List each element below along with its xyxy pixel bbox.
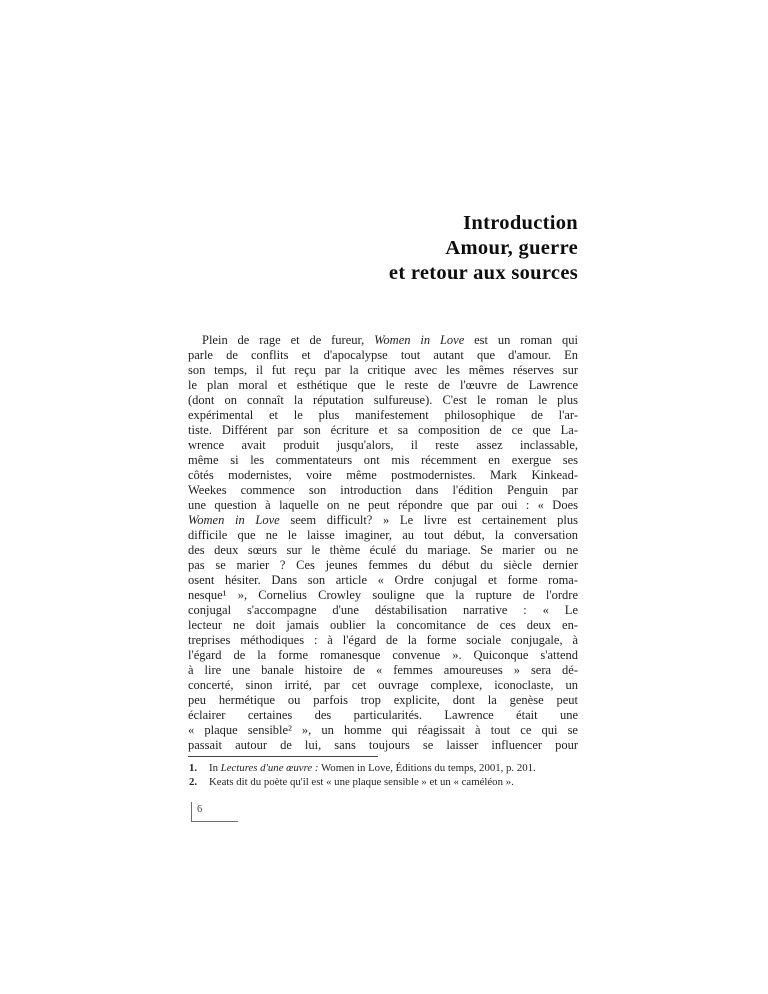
italic-text: Women in Love — [374, 333, 465, 347]
text-segment: tiste. Différent par son écriture et sa composition de ce que La- — [188, 423, 578, 437]
body-line — [188, 468, 578, 483]
page-number: 6 — [197, 804, 203, 815]
text-segment: passait autour de lui, sans toujours se laisser influencer pour — [188, 738, 578, 752]
body-line — [188, 678, 578, 693]
footnote-text — [209, 761, 579, 775]
footnote — [189, 761, 579, 775]
text-segment: est un roman qui — [464, 333, 578, 347]
body-line — [188, 663, 578, 678]
text-segment: une question à laquelle on ne peut répondre que par oui : « Does — [188, 498, 578, 512]
text-segment: parle de conflits et d'apocalypse tout autant que d'amour. En — [188, 348, 578, 362]
text-segment: Keats dit du poète qu'il est « une plaque sensible » et un « caméléon ». — [209, 776, 514, 788]
body-line — [188, 408, 578, 423]
text-segment: (dont on connaît la réputation sulfureuse). C'est le roman le plus — [188, 393, 578, 407]
text-segment: le plan moral et esthétique que le reste de l'œuvre de Lawrence — [188, 378, 578, 392]
body-line — [188, 543, 578, 558]
body-line — [188, 378, 578, 393]
text-segment: lecteur ne doit jamais oublier la concomitance de ces deux en- — [188, 618, 578, 632]
body-line — [188, 528, 578, 543]
body-line — [188, 708, 578, 723]
body-line — [188, 693, 578, 708]
page-number-box — [191, 802, 238, 822]
chapter-title — [188, 211, 578, 286]
body-line — [188, 348, 578, 363]
body-line — [188, 423, 578, 438]
text-segment: éclairer certaines des particularités. Lawrence était une — [188, 708, 578, 722]
text-segment: des deux sœurs sur le thème éculé du mariage. Se marier ou ne — [188, 543, 578, 557]
text-segment: peu hermétique ou parfois trop explicite, dont la genèse peut — [188, 693, 578, 707]
footnotes — [189, 761, 579, 789]
text-segment: expérimental et le plus manifestement philosophique de l'ar- — [188, 408, 578, 422]
text-segment: Weekes commence son introduction dans l'édition Penguin par — [188, 483, 578, 497]
body-line — [188, 453, 578, 468]
body-line — [188, 573, 578, 588]
chapter-title-line: Introduction — [463, 212, 578, 234]
text-segment: « plaque sensible² », un homme qui réagissait à tout ce qui se — [188, 723, 578, 737]
footnote-number: 2. — [189, 776, 198, 788]
body-line — [188, 648, 578, 663]
body-line — [188, 723, 578, 738]
text-segment: wrence avait produit jusqu'alors, il reste assez inclassable, — [188, 438, 578, 452]
text-segment: In — [209, 762, 221, 774]
text-segment: treprises méthodiques : à l'égard de la forme sociale conjugale, à — [188, 633, 578, 647]
body-line — [188, 558, 578, 573]
footnote-separator-rule — [188, 756, 378, 757]
body-line — [188, 333, 578, 348]
text-segment: Plein de rage et de fureur, — [202, 333, 375, 347]
body-line — [188, 513, 578, 528]
text-segment: concerté, sinon irrité, par cet ouvrage complexe, iconoclaste, un — [188, 678, 578, 692]
footnote-text — [209, 775, 579, 789]
footnote — [189, 775, 579, 789]
text-segment: son temps, il fut reçu par la critique avec les mêmes réserves sur — [188, 363, 578, 377]
text-segment: Women in Love, Éditions du temps, 2001, p. 201. — [318, 762, 536, 774]
body-line — [188, 438, 578, 453]
italic-text: Women in Love — [188, 513, 280, 527]
footnote-number: 1. — [189, 762, 198, 774]
text-segment: même si les commentateurs ont mis récemment en exergue ses — [188, 453, 578, 467]
body-text — [188, 333, 578, 753]
text-segment: côtés modernistes, voire même postmodernistes. Mark Kinkead- — [188, 468, 578, 482]
body-line — [188, 588, 578, 603]
chapter-title-line: Amour, guerre — [445, 237, 578, 259]
body-line — [188, 393, 578, 408]
italic-text: Lectures d'une œuvre : — [220, 762, 319, 774]
body-line — [188, 498, 578, 513]
body-line — [188, 603, 578, 618]
body-line — [188, 738, 578, 753]
text-segment: nesque¹ », Cornelius Crowley souligne que la rupture de l'ordre — [188, 588, 578, 602]
text-segment: seem difficult? » Le livre est certainement plus — [279, 513, 578, 527]
text-segment: osent hésiter. Dans son article « Ordre conjugal et forme roma- — [188, 573, 578, 587]
text-segment: l'égard de la forme romanesque convenue ». Quiconque s'attend — [188, 648, 578, 662]
body-line — [188, 618, 578, 633]
chapter-title-line: et retour aux sources — [388, 262, 578, 284]
text-segment: conjugal s'accompagne d'une déstabilisation narrative : « Le — [188, 603, 578, 617]
body-line — [188, 363, 578, 378]
text-segment: pas se marier ? Ces jeunes femmes du début du siècle dernier — [188, 558, 578, 572]
text-segment: difficile que ne le laisse imaginer, au tout début, la conversation — [188, 528, 578, 542]
text-segment: à lire une banale histoire de « femmes amoureuses » sera dé- — [188, 663, 578, 677]
body-line — [188, 483, 578, 498]
body-line — [188, 633, 578, 648]
